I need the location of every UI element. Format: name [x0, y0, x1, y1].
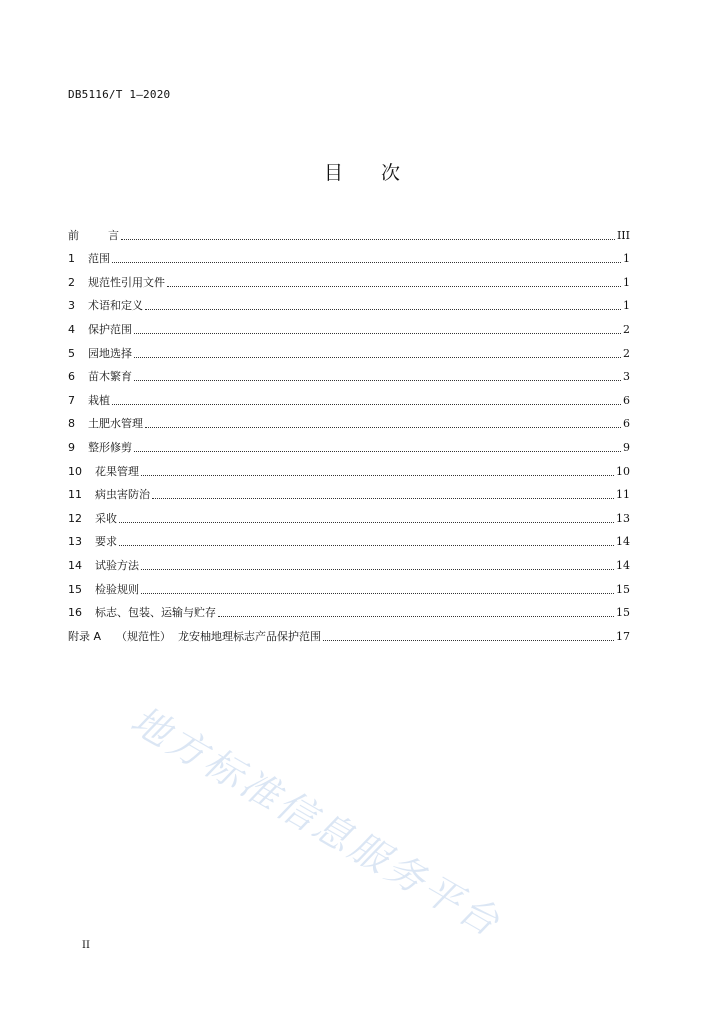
toc-entry-7[interactable] — [68, 384, 630, 408]
toc-entry-page: 2 — [623, 322, 630, 336]
toc-entry-page: 10 — [616, 464, 630, 478]
toc-entry-page: 1 — [623, 299, 630, 313]
toc-leader-dots — [323, 639, 614, 641]
toc-entry-number: 附录 A — [68, 629, 102, 643]
toc-leader-dots — [145, 426, 621, 428]
toc-entry-10[interactable] — [68, 455, 630, 479]
toc-entry-label: 病虫害防治 — [95, 488, 150, 502]
toc-leader-dots — [134, 332, 621, 334]
document-id: DB5116/T 1—2020 — [68, 88, 171, 101]
toc-entry-page: III — [616, 228, 630, 242]
toc-entry-label: 整形修剪 — [88, 440, 132, 454]
toc-entry-page: 17 — [616, 629, 630, 643]
toc-entry-page: 1 — [623, 252, 630, 266]
toc-leader-dots — [119, 521, 614, 523]
toc-entry-number: 7 — [68, 393, 75, 407]
toc-leader-dots — [134, 450, 621, 452]
title-char-2: 次 — [381, 162, 401, 184]
toc-entry-annex-a[interactable] — [68, 620, 630, 644]
toc-leader-dots — [141, 592, 614, 594]
toc-entry-label: 范围 — [88, 252, 110, 266]
toc-entry-number: 2 — [68, 275, 75, 289]
toc-entry-8[interactable] — [68, 408, 630, 432]
toc-entry-1[interactable] — [68, 243, 630, 267]
toc-entry-number: 4 — [68, 322, 75, 336]
toc-entry-number: 6 — [68, 370, 75, 384]
toc-leader-dots — [134, 379, 621, 381]
page-number: II — [82, 940, 90, 951]
toc-entry-number: 5 — [68, 346, 75, 360]
toc-leader-dots — [152, 497, 614, 499]
toc-entry-page: 14 — [616, 535, 630, 549]
toc-entry-label: 规范性引用文件 — [88, 275, 165, 289]
toc-entry-11[interactable] — [68, 479, 630, 503]
toc-entry-page: 6 — [623, 417, 630, 431]
toc-entry-number: 15 — [68, 582, 82, 596]
toc-entry-number: 11 — [68, 488, 82, 502]
toc-leader-dots — [112, 403, 621, 405]
toc-leader-dots — [141, 568, 614, 570]
toc-entry-15[interactable] — [68, 573, 630, 597]
toc-entry-label: 栽植 — [88, 393, 110, 407]
toc-entry-2[interactable] — [68, 266, 630, 290]
title-char-1: 目 — [323, 162, 343, 184]
toc-entry-label: 园地选择 — [88, 346, 132, 360]
toc-entry-preface[interactable] — [68, 219, 630, 243]
toc-entry-number: 13 — [68, 535, 82, 549]
toc-entry-6[interactable] — [68, 361, 630, 385]
toc-entry-label: 检验规则 — [95, 582, 139, 596]
toc-entry-label: 土肥水管理 — [88, 417, 143, 431]
toc-entry-page: 3 — [623, 370, 630, 384]
toc-entry-9[interactable] — [68, 431, 630, 455]
toc-entry-5[interactable] — [68, 337, 630, 361]
toc-entry-3[interactable] — [68, 290, 630, 314]
toc-entry-label: 言 — [108, 228, 119, 242]
toc-entry-page: 13 — [616, 511, 630, 525]
toc-entry-number: 1 — [68, 252, 75, 266]
toc-entry-page: 6 — [623, 393, 630, 407]
toc-entry-number: 16 — [68, 606, 82, 620]
toc-leader-dots — [167, 285, 621, 287]
toc-entry-page: 15 — [616, 582, 630, 596]
toc-entry-16[interactable] — [68, 597, 630, 621]
toc-entry-label: 保护范围 — [88, 322, 132, 336]
table-of-contents — [68, 219, 630, 644]
toc-entry-page: 9 — [623, 440, 630, 454]
toc-entry-page: 2 — [623, 346, 630, 360]
toc-entry-label: 采收 — [95, 511, 117, 525]
toc-entry-12[interactable] — [68, 502, 630, 526]
toc-entry-14[interactable] — [68, 549, 630, 573]
toc-entry-label: 花果管理 — [95, 464, 139, 478]
toc-entry-label: 试验方法 — [95, 558, 139, 572]
toc-entry-number: 9 — [68, 440, 75, 454]
toc-entry-label: （规范性） 龙安柚地理标志产品保护范围 — [116, 629, 321, 643]
toc-entry-page: 14 — [616, 558, 630, 572]
toc-entry-page: 15 — [616, 606, 630, 620]
toc-entry-number: 前 — [68, 228, 79, 242]
watermark-text: 地方标准信息服务平台 — [123, 697, 510, 946]
toc-entry-number: 8 — [68, 417, 75, 431]
toc-entry-number: 10 — [68, 464, 82, 478]
toc-leader-dots — [145, 308, 621, 310]
toc-leader-dots — [218, 615, 614, 617]
toc-leader-dots — [119, 544, 614, 546]
toc-entry-page: 1 — [623, 275, 630, 289]
toc-entry-page: 11 — [616, 488, 630, 502]
toc-entry-number: 12 — [68, 511, 82, 525]
toc-leader-dots — [141, 474, 614, 476]
toc-entry-4[interactable] — [68, 313, 630, 337]
page-title — [0, 158, 724, 185]
toc-entry-label: 术语和定义 — [88, 299, 143, 313]
toc-entry-label: 苗木繁育 — [88, 370, 132, 384]
toc-entry-label: 要求 — [95, 535, 117, 549]
toc-leader-dots — [134, 356, 621, 358]
toc-entry-number: 3 — [68, 299, 75, 313]
toc-entry-number: 14 — [68, 558, 82, 572]
toc-leader-dots — [121, 238, 615, 240]
toc-entry-13[interactable] — [68, 526, 630, 550]
toc-entry-label: 标志、包装、运输与贮存 — [95, 606, 216, 620]
toc-leader-dots — [112, 261, 621, 263]
